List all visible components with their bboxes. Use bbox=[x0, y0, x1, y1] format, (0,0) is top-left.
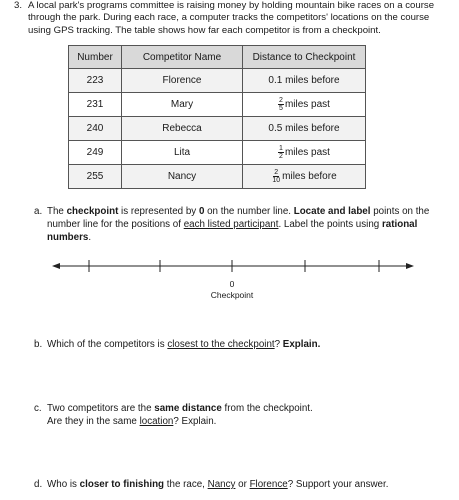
table-row bbox=[69, 117, 366, 141]
fraction: $\frac{2}{5}$ bbox=[279, 97, 283, 112]
part-c-label: c. bbox=[34, 403, 42, 414]
table-row bbox=[69, 69, 366, 93]
right-arrow-icon bbox=[406, 263, 414, 269]
cell-distance: $\frac{2}{10}$ miles before bbox=[243, 165, 366, 189]
cell-number: 249 bbox=[69, 141, 122, 165]
cell-distance: $\frac{2}{5}$ miles past bbox=[243, 93, 366, 117]
cell-name: Nancy bbox=[122, 165, 243, 189]
checkpoint-label: Checkpoint bbox=[210, 290, 254, 300]
problem-number: 3. bbox=[14, 0, 23, 11]
part-b bbox=[34, 338, 444, 351]
cell-number: 255 bbox=[69, 165, 122, 189]
fraction: $\frac{1}{2}$ bbox=[279, 145, 283, 160]
problem-intro bbox=[14, 0, 454, 37]
part-a-text: The checkpoint is represented by 0 on the number line. Locate and label points on the number line for the positions of each listed participant. Label the points using rational numbers. bbox=[47, 206, 430, 243]
part-d-text: Who is closer to finishing the race, Nancy or Florence? Support your answer. bbox=[47, 479, 389, 490]
part-a bbox=[34, 205, 444, 244]
part-b-text: Which of the competitors is closest to the checkpoint? Explain. bbox=[47, 339, 321, 350]
number-line bbox=[52, 256, 414, 278]
header-distance: Distance to Checkpoint bbox=[243, 46, 366, 69]
problem-intro-text: A local park's programs committee is raising money by holding mountain bike races on a course through the park. During each race, a computer tracks the competitors' locations on the course using GPS tracking. The table shows how far each competitor is from a checkpoint. bbox=[28, 0, 435, 36]
table-row bbox=[69, 165, 366, 189]
cell-distance: 0.1 miles before bbox=[243, 69, 366, 93]
cell-name: Rebecca bbox=[122, 117, 243, 141]
header-number: Number bbox=[69, 46, 122, 69]
part-c bbox=[34, 402, 444, 428]
part-d bbox=[34, 478, 454, 491]
fraction: $\frac{2}{10}$ bbox=[272, 169, 281, 184]
table-row bbox=[69, 141, 366, 165]
left-arrow-icon bbox=[52, 263, 60, 269]
cell-number: 231 bbox=[69, 93, 122, 117]
zero-label: 0 bbox=[229, 279, 235, 289]
cell-number: 240 bbox=[69, 117, 122, 141]
cell-distance: $\frac{1}{2}$ miles past bbox=[243, 141, 366, 165]
part-c-text: Two competitors are the same distance from the checkpoint. Are they in the same location? Explain. bbox=[47, 403, 313, 427]
table-row bbox=[69, 93, 366, 117]
part-b-label: b. bbox=[34, 339, 43, 350]
header-competitor-name: Competitor Name bbox=[122, 46, 243, 69]
part-a-label: a. bbox=[34, 206, 43, 217]
cell-distance: 0.5 miles before bbox=[243, 117, 366, 141]
cell-name: Florence bbox=[122, 69, 243, 93]
cell-name: Mary bbox=[122, 93, 243, 117]
cell-number: 223 bbox=[69, 69, 122, 93]
cell-name: Lita bbox=[122, 141, 243, 165]
part-d-label: d. bbox=[34, 479, 43, 490]
table-header-row bbox=[69, 46, 366, 69]
competitor-table bbox=[68, 45, 366, 189]
